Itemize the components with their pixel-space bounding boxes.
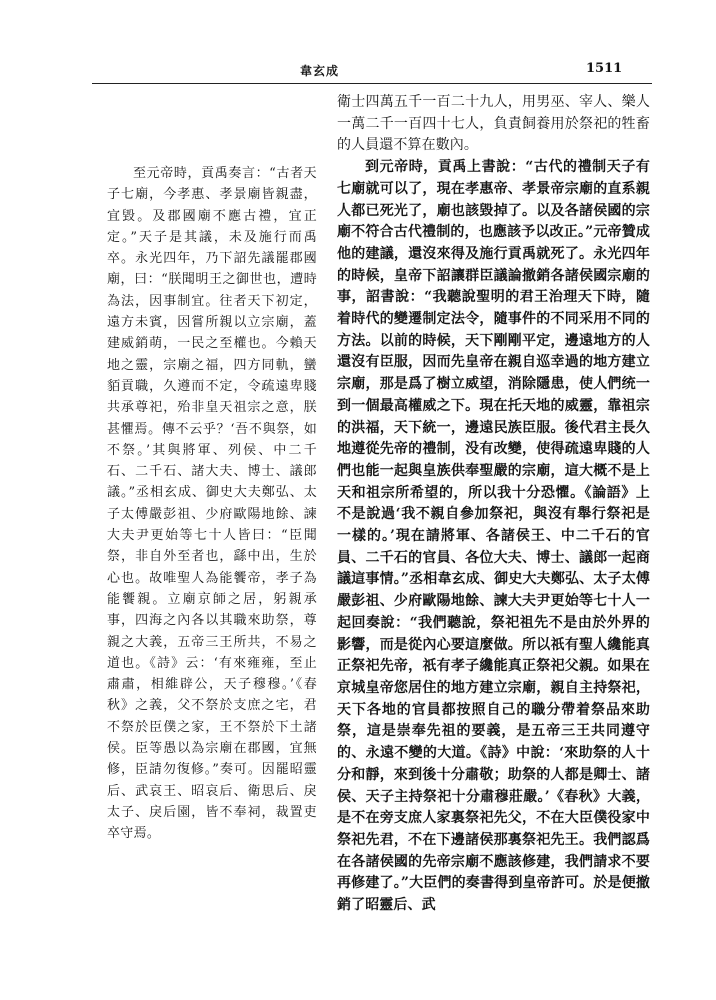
header-rule (92, 83, 652, 84)
running-header-title: 韋玄成 (300, 64, 340, 78)
translation-paragraph-continued: 衛士四萬五千一百二十九人，用男巫、宰人、樂人一萬二千一百四十七人，負責飼養用於祭祀的牲畜的人員還不算在數內。 (337, 94, 650, 154)
translation-text-column (337, 92, 650, 917)
classical-text-column (107, 163, 317, 845)
translation-paragraph: 到元帝時，貢禹上書說：“古代的禮制天子有七廟就可以了，現在孝惠帝、孝景帝宗廟的直系親人都已死光了，廟也該毀掉了。以及各諸侯國的宗廟不符合古代禮制的，也應該予以改正。”元帝贊成他的建議，還沒來得及施行貢禹就死了。永光四年的時候，皇帝下詔讓群臣議論撤銷各諸侯國宗廟的事，詔書說：“我聽說聖明的君王治理天下時，隨着時代的變遷制定法令，隨事件的不同采用不同的方法。以前的時候，天下剛剛平定，邊遠地方的人還沒有臣服，因而先皇帝在親自巡幸過的地方建立宗廟，那是爲了樹立威望，消除隱患，使人們统一到一個最高權威之下。現在托天地的威靈，靠祖宗的洪福，天下統一，邊遠民族臣服。後代君主長久地遵從先帝的禮制，没有改變，使得疏遠卑賤的人們也能一起與皇族供奉聖嚴的宗廟，這大概不是上天和祖宗所希望的，所以我十分恐懼。《論語》上不是說過‘我不親自參加祭祀，與沒有舉行祭祀是一樣的。’現在請將軍、各諸侯王、中二千石的官員、二千石的官員、各位大夫、博士、議郎一起商議這事情。”丞相韋玄成、御史大夫鄭弘、太子太傅嚴彭祖、少府歐陽地餘、諫大夫尹更始等七十人一起回奏說：“我們聽說，祭祀祖先不是由於外界的影響，而是從內心要這麼做。所以祇有聖人纔能真正祭祀先帝，祇有孝子纔能真正祭祀父親。如果在京城皇帝您居住的地方建立宗廟，親自主持祭祀，天下各地的官員都按照自己的職分帶着祭品來助祭，這是崇奉先祖的要義，是五帝三王共同遵守的、永遠不變的大道。《詩》中說：‘來助祭的人十分和靜，來到後十分肅敬；助祭的人都是卿士、諸侯、天子主持祭祀十分肅穆莊嚴。’《春秋》大義，是不在旁支庶人家裏祭祀先父，不在大臣僕役家中祭祀先君，不在下邊諸侯那裏祭祀先王。我們認爲在各諸侯國的先帝宗廟不應該修建，我們請求不要再修建了。”大臣們的奏書得到皇帝許可。於是便撤銷了昭靈后、武 (337, 159, 650, 914)
page-number: 1511 (586, 61, 623, 76)
classical-paragraph: 至元帝時，貢禹奏言：“古者天子七廟，今孝惠、孝景廟皆親盡，宜毀。及郡國廟不應古禮，宜正定。”天子是其議，未及施行而禹卒。永光四年，乃下詔先議罷郡國廟，曰：“朕聞明王之御世也，遭時為法，因事制宜。往者天下初定，遠方未賓，因嘗所親以立宗廟，蓋建威銷萌，一民之至權也。今賴天地之靈，宗廟之福，四方同軌，蠻貊貢職，久遵而不定，令疏遠卑賤共承尊祀，殆非皇天祖宗之意，朕甚懼焉。傳不云乎？‘吾不與祭，如不祭。’其與將軍、列侯、中二千石、二千石、諸大夫、博士、議郎議。”丞相玄成、御史大夫鄭弘、太子太傅嚴彭祖、少府歐陽地餘、諫大夫尹更始等七十人皆曰：“臣聞祭，非自外至者也，繇中出，生於心也。故唯聖人為能饗帝，孝子為能饗親。立廟京師之居，躬親承事，四海之內各以其職來助祭，尊親之大義，五帝三王所共，不易之道也。《詩》云：‘有來雍雍，至止肅肅，相維辟公，天子穆穆。’《春秋》之義，父不祭於支庶之宅，君不祭於臣僕之家，王不祭於下土諸侯。臣等愚以為宗廟在郡國，宜無修，臣請勿復修。”奏可。因罷昭靈后、武哀王、昭哀后、衛思后、戾太子、戾后園，皆不奉祠，裁置吏卒守焉。 (107, 166, 317, 842)
